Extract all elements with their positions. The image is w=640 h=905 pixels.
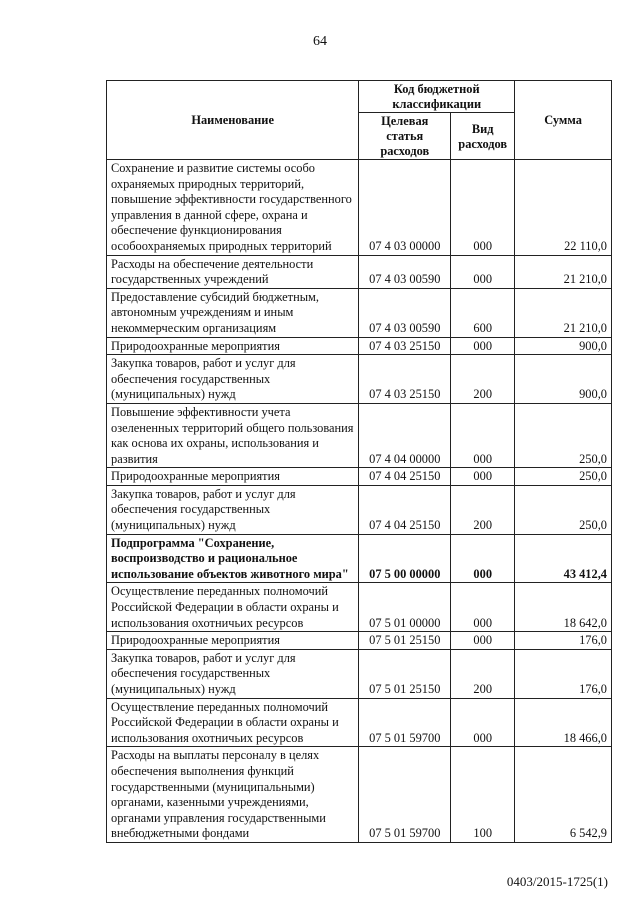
cell-type: 600: [451, 288, 515, 337]
cell-name: Осуществление переданных полномочий Российской Федерации в области охраны и использования охотничьих ресурсов: [107, 583, 359, 632]
cell-code: 07 4 03 00590: [359, 255, 451, 288]
cell-type: 000: [451, 534, 515, 583]
cell-name: Расходы на выплаты персоналу в целях обеспечения выполнения функций государственными (муниципальными) органами, казенными учреждениями, органами управления государственными внебюджетными фондами: [107, 747, 359, 843]
cell-sum: 22 110,0: [515, 160, 612, 256]
cell-name: Природоохранные мероприятия: [107, 468, 359, 486]
cell-code: 07 4 03 25150: [359, 337, 451, 355]
table-row: [107, 632, 612, 650]
cell-sum: 176,0: [515, 649, 612, 698]
cell-name: Закупка товаров, работ и услуг для обеспечения государственных (муниципальных) нужд: [107, 355, 359, 404]
cell-type: 000: [451, 583, 515, 632]
cell-type: 000: [451, 160, 515, 256]
cell-sum: 900,0: [515, 355, 612, 404]
cell-name: Осуществление переданных полномочий Российской Федерации в области охраны и использования охотничьих ресурсов: [107, 698, 359, 747]
cell-sum: 18 466,0: [515, 698, 612, 747]
cell-name: Повышение эффективности учета озелененных территорий общего пользования как основа их охраны, использования и развития: [107, 403, 359, 467]
cell-sum: 250,0: [515, 468, 612, 486]
cell-name: Закупка товаров, работ и услуг для обеспечения государственных (муниципальных) нужд: [107, 485, 359, 534]
table-row: [107, 485, 612, 534]
cell-code: 07 5 01 25150: [359, 632, 451, 650]
header-classification: Код бюджетной классификации: [359, 81, 515, 113]
cell-sum: 21 210,0: [515, 288, 612, 337]
cell-sum: 176,0: [515, 632, 612, 650]
header-target: Целевая статья расходов: [359, 113, 451, 160]
cell-name: Природоохранные мероприятия: [107, 337, 359, 355]
cell-code: 07 4 04 25150: [359, 468, 451, 486]
header-name: Наименование: [107, 81, 359, 160]
cell-name: Расходы на обеспечение деятельности государственных учреждений: [107, 255, 359, 288]
cell-code: 07 4 03 25150: [359, 355, 451, 404]
cell-type: 000: [451, 403, 515, 467]
cell-code: 07 4 04 00000: [359, 403, 451, 467]
cell-name: Подпрограмма "Сохранение, воспроизводство и рациональное использование объектов животного мира": [107, 534, 359, 583]
cell-name: Закупка товаров, работ и услуг для обеспечения государственных (муниципальных) нужд: [107, 649, 359, 698]
cell-type: 000: [451, 255, 515, 288]
cell-code: 07 4 03 00590: [359, 288, 451, 337]
table-row: [107, 583, 612, 632]
table-body: [107, 160, 612, 843]
cell-code: 07 5 01 00000: [359, 583, 451, 632]
table-row: [107, 534, 612, 583]
cell-name: Природоохранные мероприятия: [107, 632, 359, 650]
table-row: [107, 337, 612, 355]
header-sum: Сумма: [515, 81, 612, 160]
table-row: [107, 468, 612, 486]
cell-code: 07 5 00 00000: [359, 534, 451, 583]
cell-name: Сохранение и развитие системы особо охраняемых природных территорий, повышение эффективности государственного управления в данной сфере, охрана и обеспечение функционирования особоохраняемых природных территорий: [107, 160, 359, 256]
table-row: [107, 403, 612, 467]
cell-name: Предоставление субсидий бюджетным, автономным учреждениям и иным некоммерческим организациям: [107, 288, 359, 337]
cell-code: 07 4 04 25150: [359, 485, 451, 534]
cell-type: 100: [451, 747, 515, 843]
cell-code: 07 5 01 59700: [359, 698, 451, 747]
cell-sum: 43 412,4: [515, 534, 612, 583]
table-row: [107, 255, 612, 288]
table-row: [107, 288, 612, 337]
cell-type: 200: [451, 355, 515, 404]
cell-sum: 250,0: [515, 485, 612, 534]
table-row: [107, 649, 612, 698]
cell-sum: 6 542,9: [515, 747, 612, 843]
cell-code: 07 5 01 25150: [359, 649, 451, 698]
cell-code: 07 4 03 00000: [359, 160, 451, 256]
cell-sum: 21 210,0: [515, 255, 612, 288]
table-row: [107, 160, 612, 256]
cell-sum: 18 642,0: [515, 583, 612, 632]
header-type: Вид расходов: [451, 113, 515, 160]
table-row: [107, 698, 612, 747]
cell-type: 000: [451, 632, 515, 650]
cell-sum: 900,0: [515, 337, 612, 355]
cell-type: 200: [451, 485, 515, 534]
budget-table: [106, 80, 612, 843]
table-row: [107, 355, 612, 404]
cell-type: 000: [451, 468, 515, 486]
table-row: [107, 747, 612, 843]
page-number: 64: [313, 34, 327, 49]
cell-type: 200: [451, 649, 515, 698]
cell-type: 000: [451, 698, 515, 747]
document-number: 0403/2015-1725(1): [506, 874, 608, 889]
cell-code: 07 5 01 59700: [359, 747, 451, 843]
cell-sum: 250,0: [515, 403, 612, 467]
header-row-top: [107, 81, 612, 113]
cell-type: 000: [451, 337, 515, 355]
